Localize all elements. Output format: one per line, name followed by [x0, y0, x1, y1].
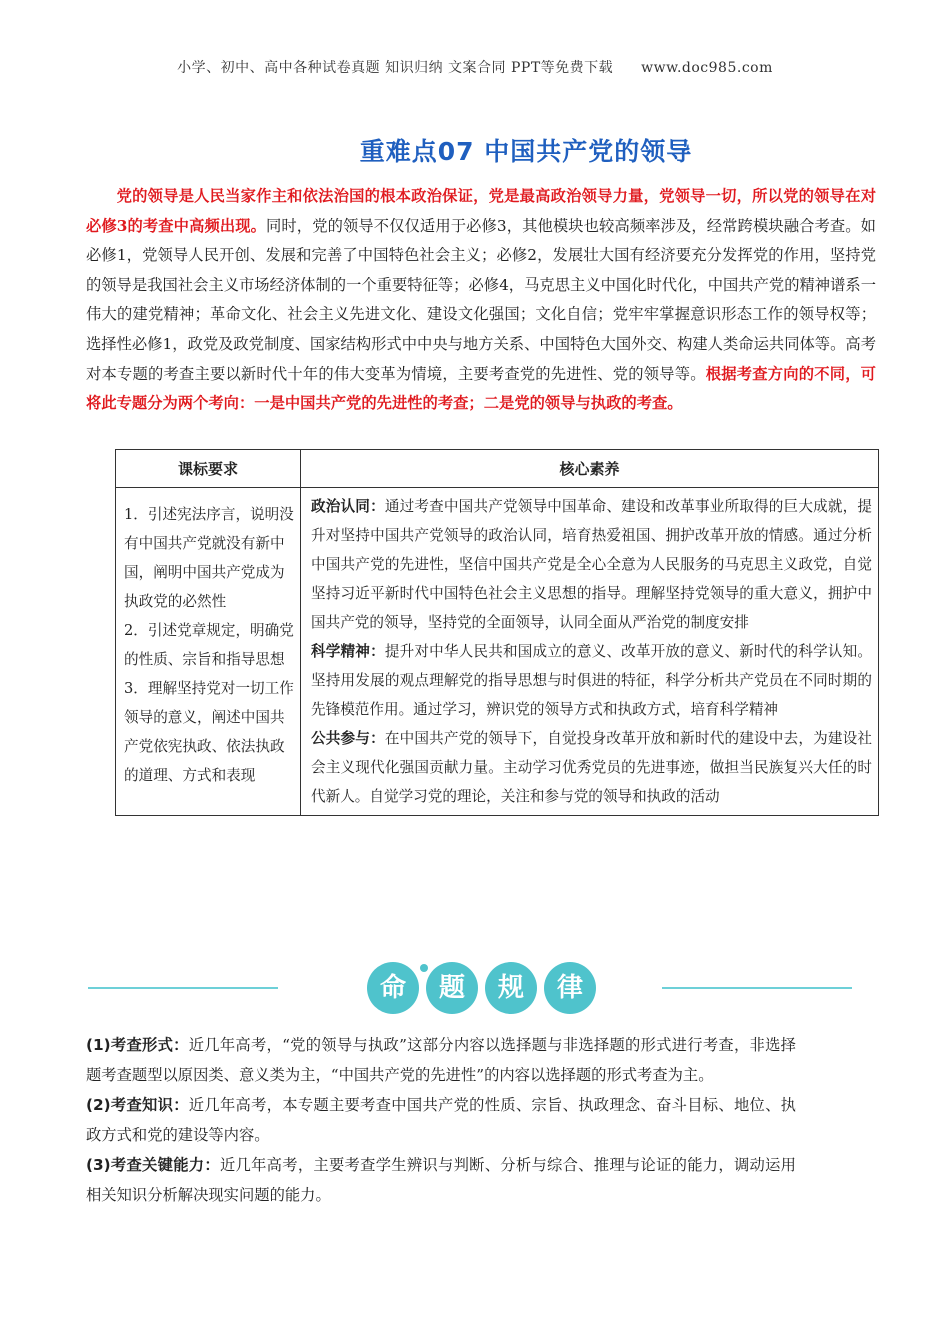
section-heading — [0, 958, 950, 1018]
header-url[interactable]: www.doc985.com — [641, 60, 773, 76]
decor-dot — [420, 964, 428, 972]
header-text: 小学、初中、高中各种试卷真题 知识归纳 文案合同 PPT等免费下载 — [177, 60, 614, 76]
literacy-text: 在中国共产党的领导下，自觉投身改革开放和新时代的建设中去，为建设社会主义现代化强国贡献力量。主动学习优秀党员的先进事迹，做担当民族复兴大任的时代新人。自觉学习党的理论，关注和参与党的领导和执政的活动 — [311, 730, 872, 805]
rule-label: (2)考查知识： — [86, 1096, 189, 1114]
section-char: 规 — [485, 962, 537, 1014]
divider-right — [662, 987, 852, 989]
literacy-cell — [301, 488, 879, 816]
rule-item — [86, 1150, 796, 1210]
rule-item — [86, 1090, 796, 1150]
literacy-label: 公共参与： — [311, 730, 385, 747]
section-char: 命 — [367, 962, 419, 1014]
divider-left — [88, 987, 278, 989]
section-char: 律 — [544, 962, 596, 1014]
intro-highlight-2: 根据考查方向的不同，可将此专题分为两个考向：一是中国共产党的先进性的考查；二是党的领导与执政的考查。 — [86, 364, 876, 413]
requirements-cell — [116, 488, 301, 816]
rule-text: 近几年高考，主要考查学生辨识与判断、分析与综合、推理与论证的能力，调动运用相关知识分析解决现实问题的能力。 — [86, 1156, 796, 1204]
table-header-row — [116, 450, 879, 488]
rule-item — [86, 1030, 796, 1090]
requirement-item: 3．理解坚持党对一切工作领导的意义，阐述中国共产党依宪执政、依法执政的道理、方式和表现 — [124, 680, 294, 784]
intro-body: 同时，党的领导不仅仅适用于必修3，其他模块也较高频率涉及，经常跨模块融合考查。如必修1，党领导人民开创、发展和完善了中国特色社会主义；必修2，发展壮大国有经济要充分发挥党的作用，坚持党的领导是我国社会主义市场经济体制的一个重要特征等；必修4，马克思主义中国化时代化，中国共产党的精神谱系一伟大的建党精神；革命文化、社会主义先进文化、建设文化强国；文化自信；党牢牢掌握意识形态工作的领导权等；选择性必修1，政党及政党制度、国家结构形式中中央与地方关系、中国特色大国外交、构建人类命运共同体等。高考对本专题的考查主要以新时代十年的伟大变革为情境，主要考查党的先进性、党的领导等。 — [86, 216, 876, 383]
page-title: 重难点07 中国共产党的领导 — [359, 137, 693, 166]
rule-label: (1)考查形式： — [86, 1036, 189, 1054]
literacy-label: 政治认同： — [311, 498, 385, 515]
literacy-item — [311, 492, 872, 637]
section-char: 题 — [426, 962, 478, 1014]
col-header-requirements: 课标要求 — [116, 450, 301, 488]
literacy-text: 通过考查中国共产党领导中国革命、建设和改革事业所取得的巨大成就，提升对坚持中国共产党领导的政治认同，培育热爱祖国、拥护改革开放的情感。通过分析中国共产党的先进性，坚信中国共产党是全心全意为人民服务的马克思主义政党，自觉坚持习近平新时代中国特色社会主义思想的指导。理解坚持党领导的重大意义，拥护中国共产党的领导，坚持党的全面领导，认同全面从严治党的制度安排 — [311, 498, 872, 631]
literacy-text: 提升对中华人民共和国成立的意义、改革开放的意义、新时代的科学认知。坚持用发展的观点理解党的指导思想与时俱进的特征，科学分析共产党员在不同时期的先锋模范作用。通过学习，辨识党的领导方式和执政方式，培育科学精神 — [311, 643, 872, 718]
requirement-item: 2．引述党章规定，明确党的性质、宗旨和指导思想 — [124, 622, 294, 668]
literacy-item — [311, 724, 872, 811]
page-header — [0, 57, 950, 77]
table-row — [116, 488, 879, 816]
rule-label: (3)考查关键能力： — [86, 1156, 220, 1174]
requirements-table — [115, 449, 879, 816]
rules-list — [86, 1030, 796, 1210]
rule-text: 近几年高考，“党的领导与执政”这部分内容以选择题与非选择题的形式进行考查，非选择题考查题型以原因类、意义类为主，“中国共产党的先进性”的内容以选择题的形式考查为主。 — [86, 1036, 796, 1084]
literacy-item — [311, 637, 872, 724]
requirement-item: 1．引述宪法序言，说明没有中国共产党就没有新中国，阐明中国共产党成为执政党的必然性 — [124, 506, 294, 610]
intro-paragraph — [86, 182, 876, 419]
intro-highlight-1: 党的领导是人民当家作主和依法治国的根本政治保证，党是最高政治领导力量，党领导一切，所以党的领导在对必修3的考查中高频出现。 — [86, 187, 876, 235]
rule-text: 近几年高考，本专题主要考查中国共产党的性质、宗旨、执政理念、奋斗目标、地位、执政方式和党的建设等内容。 — [86, 1096, 796, 1144]
col-header-literacy: 核心素养 — [301, 450, 879, 488]
literacy-label: 科学精神： — [311, 643, 385, 660]
